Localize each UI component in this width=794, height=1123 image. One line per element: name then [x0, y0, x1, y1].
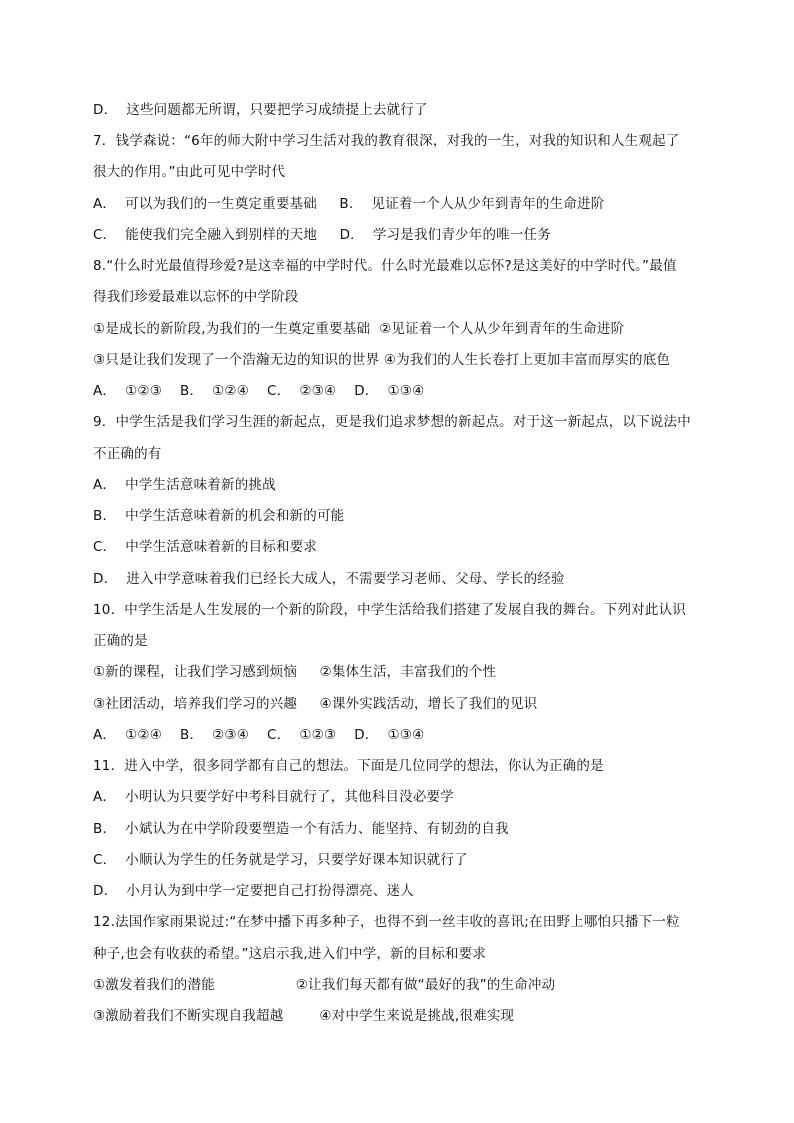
text-line: 不正确的有 — [93, 446, 162, 462]
text-line: A． 中学生活意味着新的挑战 — [93, 477, 276, 493]
text-line: 12.法国作家雨果说过:“在梦中播下再多种子，也得不到一丝丰收的喜讯;在田野上哪怕只播下一粒 — [93, 914, 680, 930]
text-line: C． 小顺认为学生的任务就是学习，只要学好课本知识就行了 — [93, 852, 468, 868]
text-line: D． 这些问题都无所谓，只要把学习成绩提上去就行了 — [93, 102, 428, 118]
text-line: 9．中学生活是我们学习生涯的新起点，更是我们追求梦想的新起点。对于这一新起点，以下说法中 — [93, 414, 691, 430]
text-line: A． 小明认为只要学好中考科目就行了，其他科目没必要学 — [93, 789, 454, 805]
text-line: 7．钱学森说：“6年的师大附中学习生活对我的教育很深，对我的一生，对我的知识和人生观起了 — [93, 133, 680, 149]
text-line: ①激发着我们的潜能 ②让我们每天都有做“最好的我”的生命冲动 — [93, 977, 556, 993]
text-line: B． 小斌认为在中学阶段要塑造一个有活力、能坚持、有韧劲的自我 — [93, 821, 509, 837]
text-line: B． 中学生活意味着新的机会和新的可能 — [93, 508, 345, 524]
text-line: A． ①②④ B． ②③④ C． ①②③ D． ①③④ — [93, 727, 425, 743]
text-line: A． 可以为我们的一生奠定重要基础 B． 见证着一个人从少年到青年的生命进阶 — [93, 196, 605, 212]
text-line: 种子,也会有收获的希望。”这启示我,进入们中学，新的目标和要求 — [93, 946, 487, 962]
text-line: C． 能使我们完全融入到别样的天地 D． 学习是我们青少年的唯一任务 — [93, 227, 551, 243]
text-line: ①新的课程，让我们学习感到烦恼 ②集体生活，丰富我们的个性 — [93, 664, 497, 680]
text-line: ③激励着我们不断实现自我超越 ④对中学生来说是挑战,很难实现 — [93, 1008, 515, 1024]
text-line: 8.“什么时光最值得珍爱?是这幸福的中学时代。什么时光最难以忘怀?是这美好的中学时代。”最值 — [93, 258, 677, 274]
text-line: 10．中学生活是人生发展的一个新的阶段，中学生活给我们搭建了发展自我的舞台。下列对此认识 — [93, 602, 686, 618]
text-line: D． 小月认为到中学一定要把自己打扮得漂亮、迷人 — [93, 883, 414, 899]
text-line: ①是成长的新阶段,为我们的一生奠定重要基础 ②见证着一个人从少年到青年的生命进阶 — [93, 321, 625, 337]
text-line: 正确的是 — [93, 633, 148, 649]
text-line: 得我们珍爱最难以忘怀的中学阶段 — [93, 289, 299, 305]
text-line: ③社团活动，培养我们学习的兴趣 ④课外实践活动，增长了我们的见识 — [93, 696, 538, 712]
text-line: D． 进入中学意味着我们已经长大成人，不需要学习老师、父母、学长的经验 — [93, 571, 565, 587]
text-line: C． 中学生活意味着新的目标和要求 — [93, 539, 318, 555]
text-line: ③只是让我们发现了一个浩瀚无边的知识的世界 ④为我们的人生长卷打上更加丰富而厚实的底色 — [93, 352, 671, 368]
text-line: A． ①②③ B． ①②④ C． ②③④ D． ①③④ — [93, 383, 425, 399]
text-line: 很大的作用。”由此可见中学时代 — [93, 164, 286, 180]
text-line: 11．进入中学，很多同学都有自己的想法。下面是几位同学的想法，你认为正确的是 — [93, 758, 604, 774]
